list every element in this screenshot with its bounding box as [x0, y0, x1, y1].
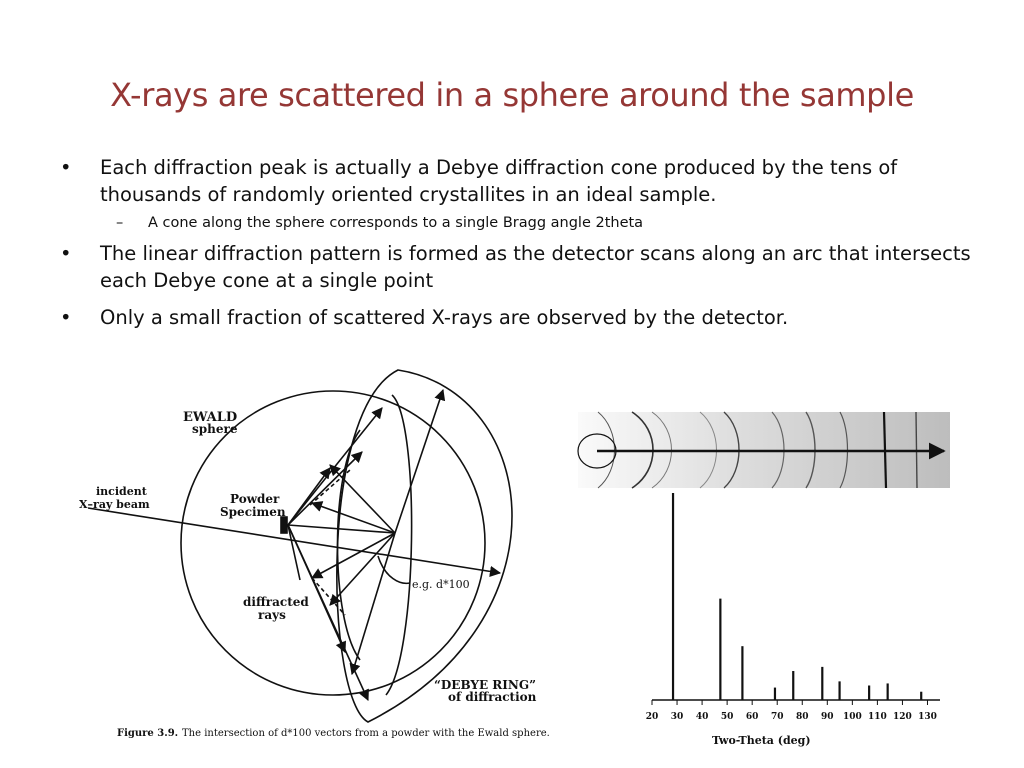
bullet-text: Each diffraction peak is actually a Debye diffraction cone produced by the tens of thousands of randomly oriented crystallites in an ideal sample. [100, 156, 898, 206]
specimen-block [281, 517, 287, 533]
caption-text: The intersection of d*100 vectors from a powder with the Ewald sphere. [182, 728, 550, 739]
rays-label: rays [258, 608, 286, 622]
x-tick-label-9: 110 [867, 712, 887, 722]
ticks-group [646, 700, 937, 722]
specimen-label: Specimen [220, 505, 286, 519]
x-axis-label: Two-Theta (deg) [712, 734, 811, 747]
reciprocal-vector [352, 533, 395, 674]
x-tick-label-8: 100 [842, 712, 862, 722]
incident-label: incident [96, 485, 147, 498]
sphere-label: sphere [192, 422, 238, 436]
of-diffraction-label: of diffraction [448, 690, 537, 704]
film-strip [578, 412, 950, 488]
diffracted-ray [288, 525, 368, 700]
reciprocal-vector [395, 390, 443, 533]
inner-arc [386, 395, 412, 695]
eg-pointer [378, 556, 410, 583]
ewald-sphere-circle [181, 391, 485, 695]
scatter-line [288, 525, 395, 533]
dash-glyph: – [116, 215, 124, 231]
slide-title: X-rays are scattered in a sphere around the sample [110, 76, 914, 114]
x-tick-label-2: 40 [695, 712, 709, 722]
x-tick-label-1: 30 [670, 712, 684, 722]
diffracted-label: diffracted [243, 595, 309, 609]
ewald-label: EWALD [183, 410, 238, 425]
x-tick-label-3: 50 [720, 712, 734, 722]
diffracted-ray [288, 452, 362, 525]
diffracted-ray [288, 468, 330, 525]
caption-bold: Figure 3.9. [117, 728, 179, 739]
eg-label: e.g. d*100 [412, 578, 470, 591]
reciprocal-vector [330, 533, 395, 605]
bullet-glyph: • [60, 156, 72, 179]
bullet-glyph: • [60, 242, 72, 265]
x-tick-label-10: 120 [893, 712, 912, 722]
diffracted-ray [288, 408, 382, 525]
bullet-text: Only a small fraction of scattered X-rays are observed by the detector. [100, 306, 789, 329]
ewald-labels [79, 410, 550, 739]
x-tick-label-5: 70 [770, 712, 784, 722]
powder-label: Powder [230, 492, 280, 506]
x-tick-label-7: 90 [821, 712, 834, 722]
xray-beam-label: X–ray beam [79, 498, 150, 511]
bullet-glyph: • [60, 306, 72, 329]
diffraction-pattern [646, 493, 940, 747]
debye-ring-label: “DEBYE RING” [434, 678, 536, 692]
diffracted-ray [288, 525, 300, 580]
x-tick-label-6: 80 [795, 712, 809, 722]
x-tick-label-0: 20 [645, 712, 659, 722]
x-tick-label-11: 130 [918, 712, 937, 722]
peaks-group [673, 493, 921, 700]
sub-bullet-text: A cone along the sphere corresponds to a single Bragg angle 2theta [148, 215, 644, 231]
bullet-text: The linear diffraction pattern is formed as the detector scans along an arc that intersects each Debye cone at a single point [100, 242, 971, 292]
ewald-diagram [88, 370, 512, 722]
x-tick-label-4: 60 [745, 712, 759, 722]
